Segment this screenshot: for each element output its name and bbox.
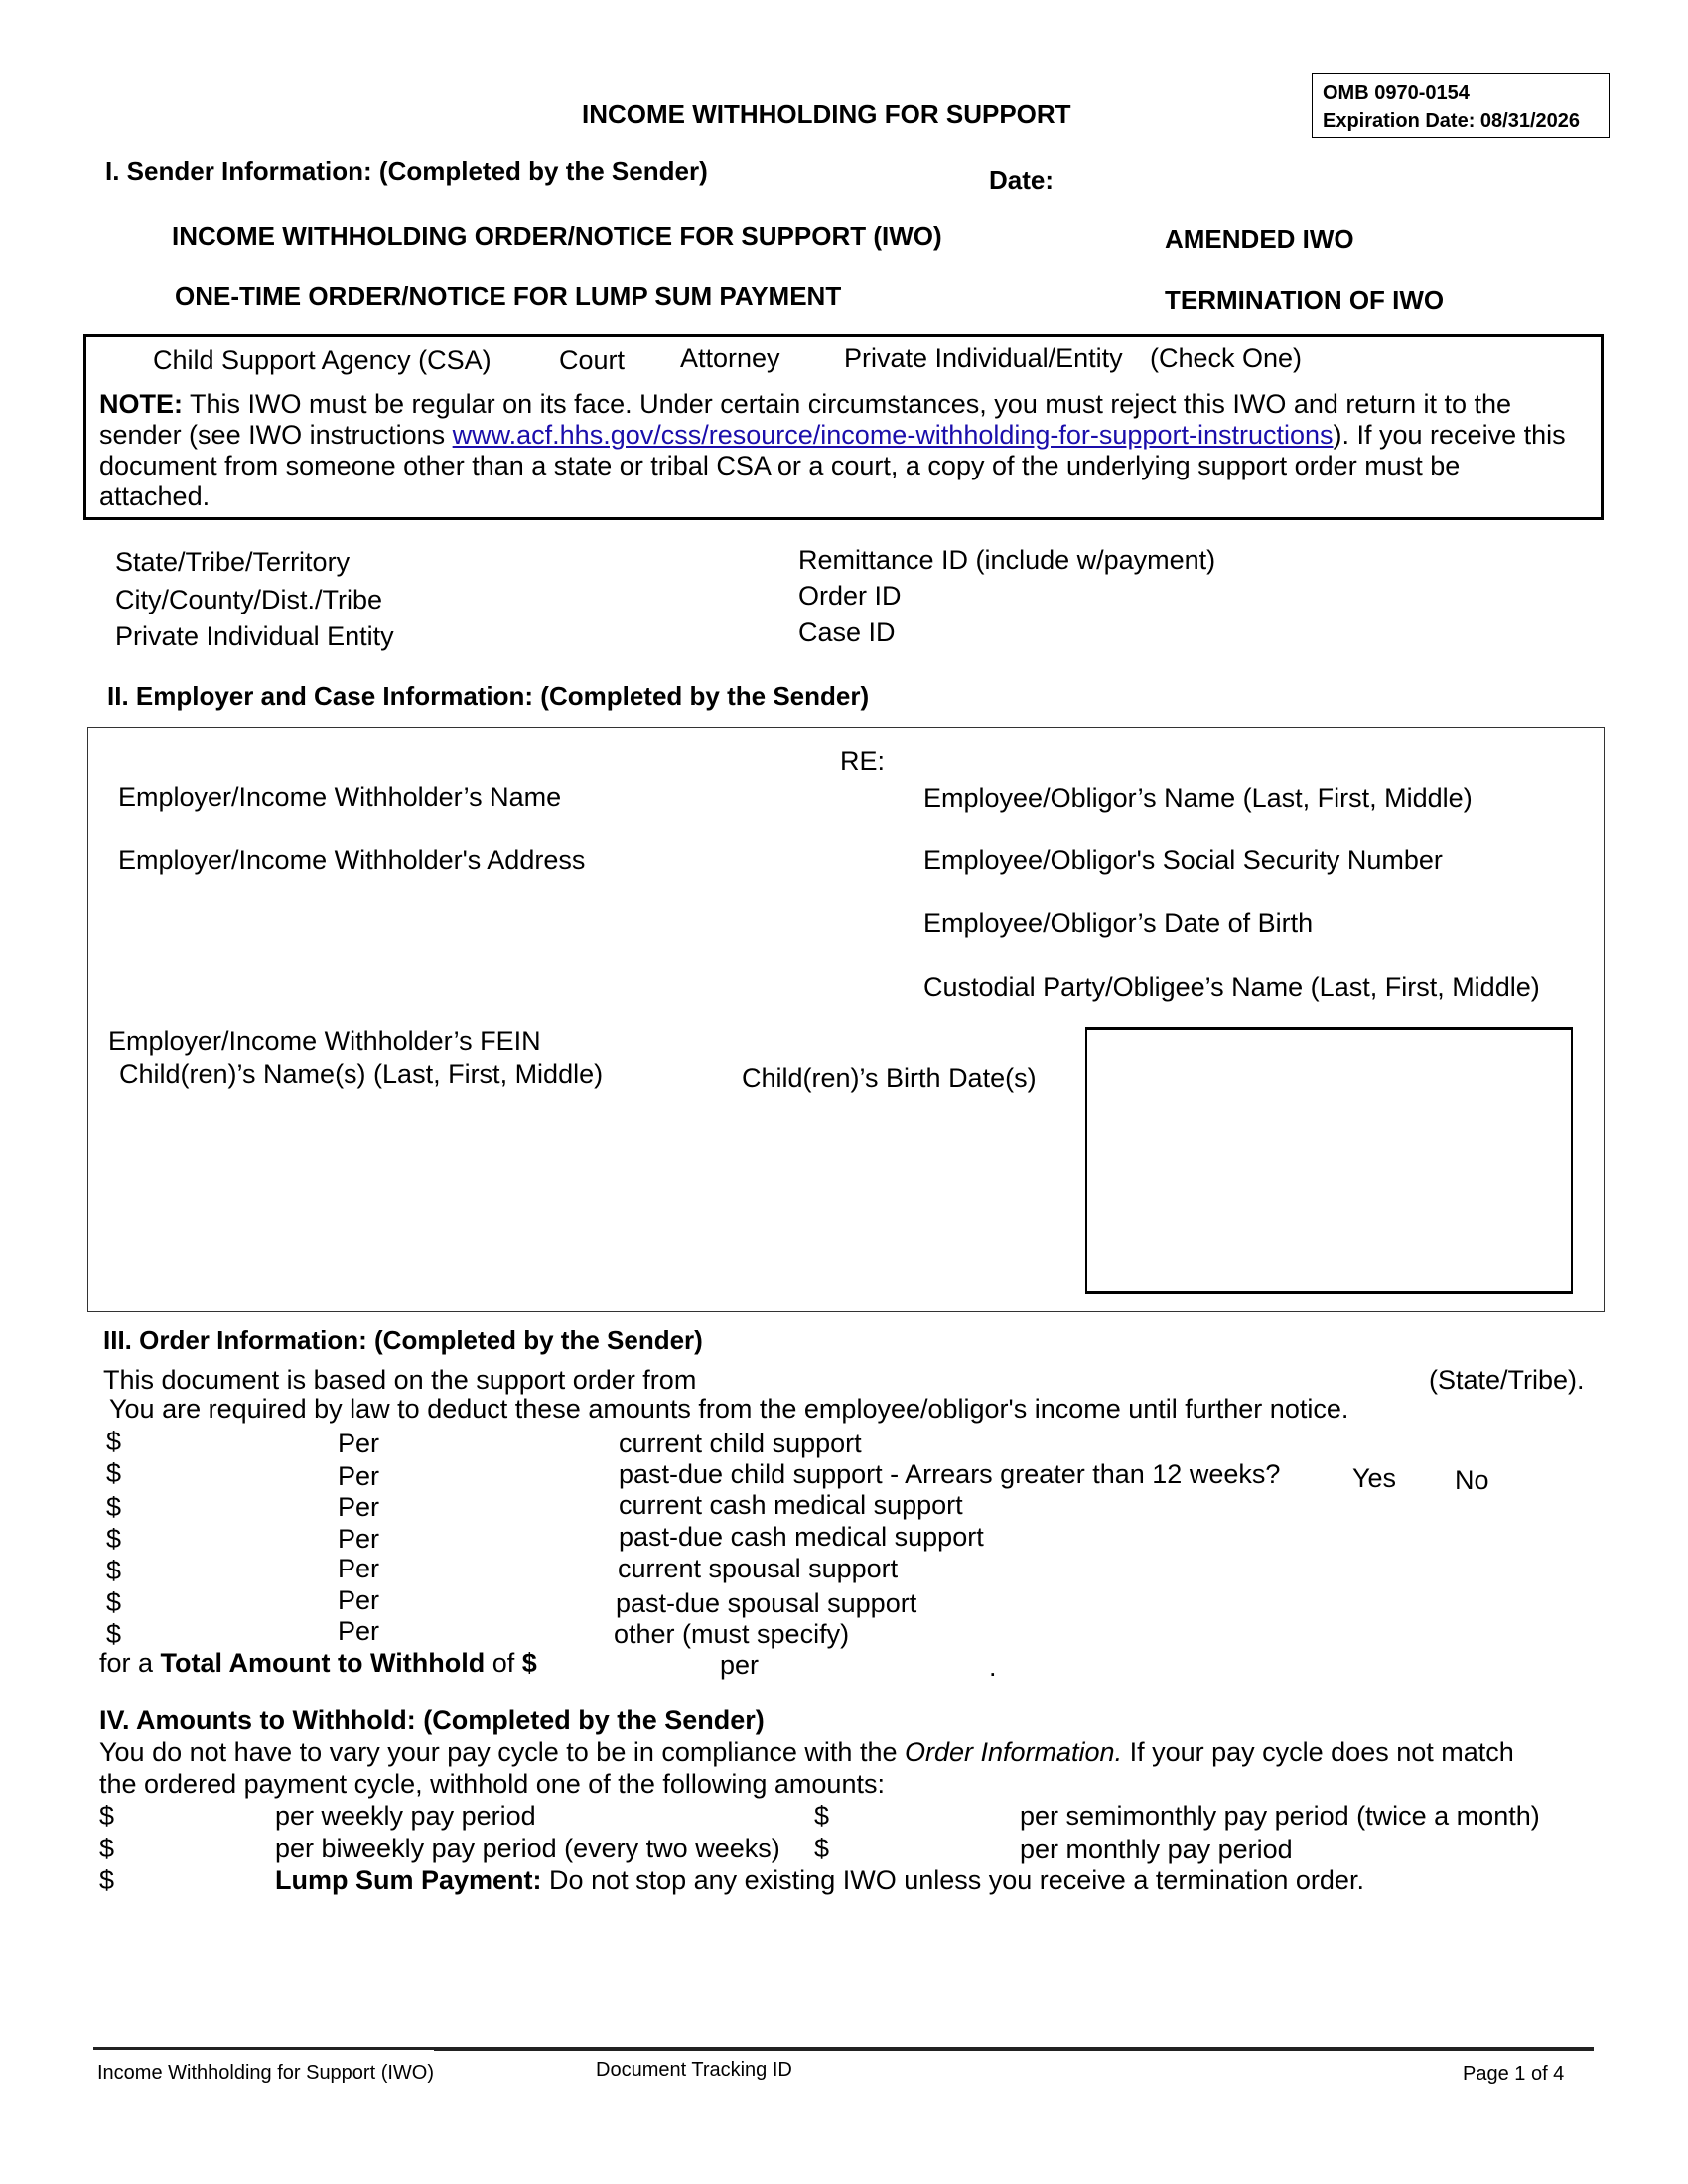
section4-intro-1 bbox=[99, 1737, 1514, 1768]
total-of: of bbox=[485, 1648, 522, 1678]
option-amended-iwo[interactable]: AMENDED IWO bbox=[1165, 224, 1354, 254]
row5-label: current spousal support bbox=[618, 1554, 899, 1583]
sender-type-attorney[interactable]: Attorney bbox=[680, 343, 780, 373]
sender-type-private[interactable]: Private Individual/Entity bbox=[844, 343, 1123, 373]
total-line bbox=[99, 1648, 537, 1679]
row1-dollar: $ bbox=[106, 1427, 122, 1456]
deduct-notice: You are required by law to deduct these amounts from the employee/obligor's income until further notice. bbox=[109, 1394, 1349, 1424]
check-one-hint: (Check One) bbox=[1150, 343, 1303, 373]
field-state-tribe: State/Tribe/Territory bbox=[115, 547, 351, 577]
weekly-label: per weekly pay period bbox=[275, 1801, 536, 1831]
row4-label: past-due cash medical support bbox=[619, 1522, 984, 1552]
monthly-label: per monthly pay period bbox=[1020, 1835, 1293, 1864]
row2-dollar: $ bbox=[106, 1458, 122, 1488]
section2-heading: II. Employer and Case Information: (Completed by the Sender) bbox=[107, 681, 870, 711]
omb-box bbox=[1312, 73, 1610, 138]
employee-name-label: Employee/Obligor’s Name (Last, First, Middle) bbox=[923, 783, 1473, 813]
intro-text-2: If your pay cycle does not match bbox=[1122, 1737, 1514, 1767]
footer-rule-left bbox=[93, 2047, 437, 2050]
field-case-id: Case ID bbox=[798, 617, 896, 647]
field-remittance-id: Remittance ID (include w/payment) bbox=[798, 545, 1216, 575]
lump-sum-label: Lump Sum Payment: bbox=[275, 1865, 542, 1895]
row3-per: Per bbox=[338, 1492, 380, 1522]
semimonthly-dollar: $ bbox=[814, 1801, 830, 1831]
row6-label: past-due spousal support bbox=[616, 1588, 917, 1618]
biweekly-label: per biweekly pay period (every two weeks) bbox=[275, 1834, 780, 1863]
row5-dollar: $ bbox=[106, 1556, 122, 1585]
instructions-link[interactable]: www.acf.hhs.gov/css/resource/income-withholding-for-support-instructions bbox=[452, 420, 1334, 450]
employer-name-label: Employer/Income Withholder’s Name bbox=[118, 782, 562, 812]
footer-page-number: Page 1 of 4 bbox=[1463, 2063, 1565, 2085]
arrears-no[interactable]: No bbox=[1455, 1465, 1489, 1495]
row4-dollar: $ bbox=[106, 1524, 122, 1554]
lump-sum-line bbox=[275, 1865, 1364, 1896]
row1-label: current child support bbox=[619, 1429, 862, 1458]
option-lump-sum[interactable]: ONE-TIME ORDER/NOTICE FOR LUMP SUM PAYMENT bbox=[175, 281, 842, 311]
children-birthdates-label: Child(ren)’s Birth Date(s) bbox=[742, 1063, 1037, 1093]
section3-heading: III. Order Information: (Completed by the Sender) bbox=[103, 1325, 703, 1355]
option-termination[interactable]: TERMINATION OF IWO bbox=[1165, 285, 1445, 315]
lump-dollar: $ bbox=[99, 1865, 115, 1895]
row6-per: Per bbox=[338, 1585, 380, 1615]
total-prefix: for a bbox=[99, 1648, 161, 1678]
row4-per: Per bbox=[338, 1524, 380, 1554]
omb-number: OMB 0970-0154 bbox=[1323, 82, 1470, 104]
row2-per: Per bbox=[338, 1461, 380, 1491]
note-label: NOTE: bbox=[99, 389, 183, 419]
employee-ssn-label: Employee/Obligor's Social Security Number bbox=[923, 845, 1443, 875]
section1-heading: I. Sender Information: (Completed by the Sender) bbox=[105, 156, 708, 186]
field-city-county: City/County/Dist./Tribe bbox=[115, 585, 383, 614]
row3-dollar: $ bbox=[106, 1492, 122, 1522]
biweekly-dollar: $ bbox=[99, 1834, 115, 1863]
intro-text: You do not have to vary your pay cycle to be in compliance with the bbox=[99, 1737, 905, 1767]
employee-dob-label: Employee/Obligor’s Date of Birth bbox=[923, 908, 1314, 938]
total-period: . bbox=[989, 1652, 997, 1682]
children-names-label: Child(ren)’s Name(s) (Last, First, Middle) bbox=[119, 1059, 604, 1089]
expiration-date: Expiration Date: 08/31/2026 bbox=[1323, 110, 1581, 132]
field-private-entity: Private Individual Entity bbox=[115, 621, 394, 651]
option-iwo[interactable]: INCOME WITHHOLDING ORDER/NOTICE FOR SUPPORT (IWO) bbox=[172, 221, 942, 251]
arrears-yes[interactable]: Yes bbox=[1352, 1463, 1397, 1493]
lump-sum-text: Do not stop any existing IWO unless you receive a termination order. bbox=[541, 1865, 1364, 1895]
date-label: Date: bbox=[989, 165, 1055, 195]
row7-dollar: $ bbox=[106, 1619, 122, 1649]
note-text-2: ). If you receive this document from someone other than a state or tribal CSA or a court, a copy of the underlying support order must be attached. bbox=[99, 420, 1566, 511]
footer-rule-right bbox=[434, 2047, 1594, 2051]
note-paragraph bbox=[99, 389, 1569, 512]
footer-form-name: Income Withholding for Support (IWO) bbox=[97, 2062, 435, 2084]
intro-italic: Order Information. bbox=[904, 1737, 1123, 1767]
employer-fein-label: Employer/Income Withholder’s FEIN bbox=[108, 1026, 541, 1056]
form-title: INCOME WITHHOLDING FOR SUPPORT bbox=[582, 99, 1071, 129]
monthly-dollar: $ bbox=[814, 1834, 830, 1863]
note-text-1: This IWO must be regular on its face. Under certain circumstances, you must reject this IWO and return it to the sender (see IWO instructions bbox=[99, 389, 1512, 450]
row1-per: Per bbox=[338, 1429, 380, 1458]
children-entry-box[interactable] bbox=[1085, 1027, 1573, 1294]
sender-type-csa[interactable]: Child Support Agency (CSA) bbox=[153, 345, 492, 375]
semimonthly-label: per semimonthly pay period (twice a month) bbox=[1020, 1801, 1540, 1831]
total-bold: Total Amount to Withhold bbox=[160, 1648, 486, 1678]
re-label: RE: bbox=[840, 747, 886, 776]
order-source-text: This document is based on the support order from bbox=[103, 1365, 697, 1395]
total-dollar: $ bbox=[521, 1648, 537, 1678]
section4-heading: IV. Amounts to Withhold: (Completed by the Sender) bbox=[99, 1706, 765, 1735]
custodial-party-label: Custodial Party/Obligee’s Name (Last, First, Middle) bbox=[923, 972, 1540, 1002]
row3-label: current cash medical support bbox=[619, 1490, 963, 1520]
order-source-state: (State/Tribe). bbox=[1429, 1365, 1585, 1395]
section4-intro-2: the ordered payment cycle, withhold one of the following amounts: bbox=[99, 1769, 885, 1799]
footer-tracking-id: Document Tracking ID bbox=[596, 2059, 792, 2081]
row2-label: past-due child support - Arrears greater than 12 weeks? bbox=[619, 1459, 1281, 1489]
row7-per: Per bbox=[338, 1616, 380, 1646]
field-order-id: Order ID bbox=[798, 581, 902, 611]
row6-dollar: $ bbox=[106, 1587, 122, 1617]
row7-label: other (must specify) bbox=[614, 1619, 850, 1649]
sender-type-court[interactable]: Court bbox=[559, 345, 626, 375]
total-per: per bbox=[720, 1650, 760, 1680]
weekly-dollar: $ bbox=[99, 1801, 115, 1831]
employer-address-label: Employer/Income Withholder's Address bbox=[118, 845, 586, 875]
row5-per: Per bbox=[338, 1554, 380, 1583]
